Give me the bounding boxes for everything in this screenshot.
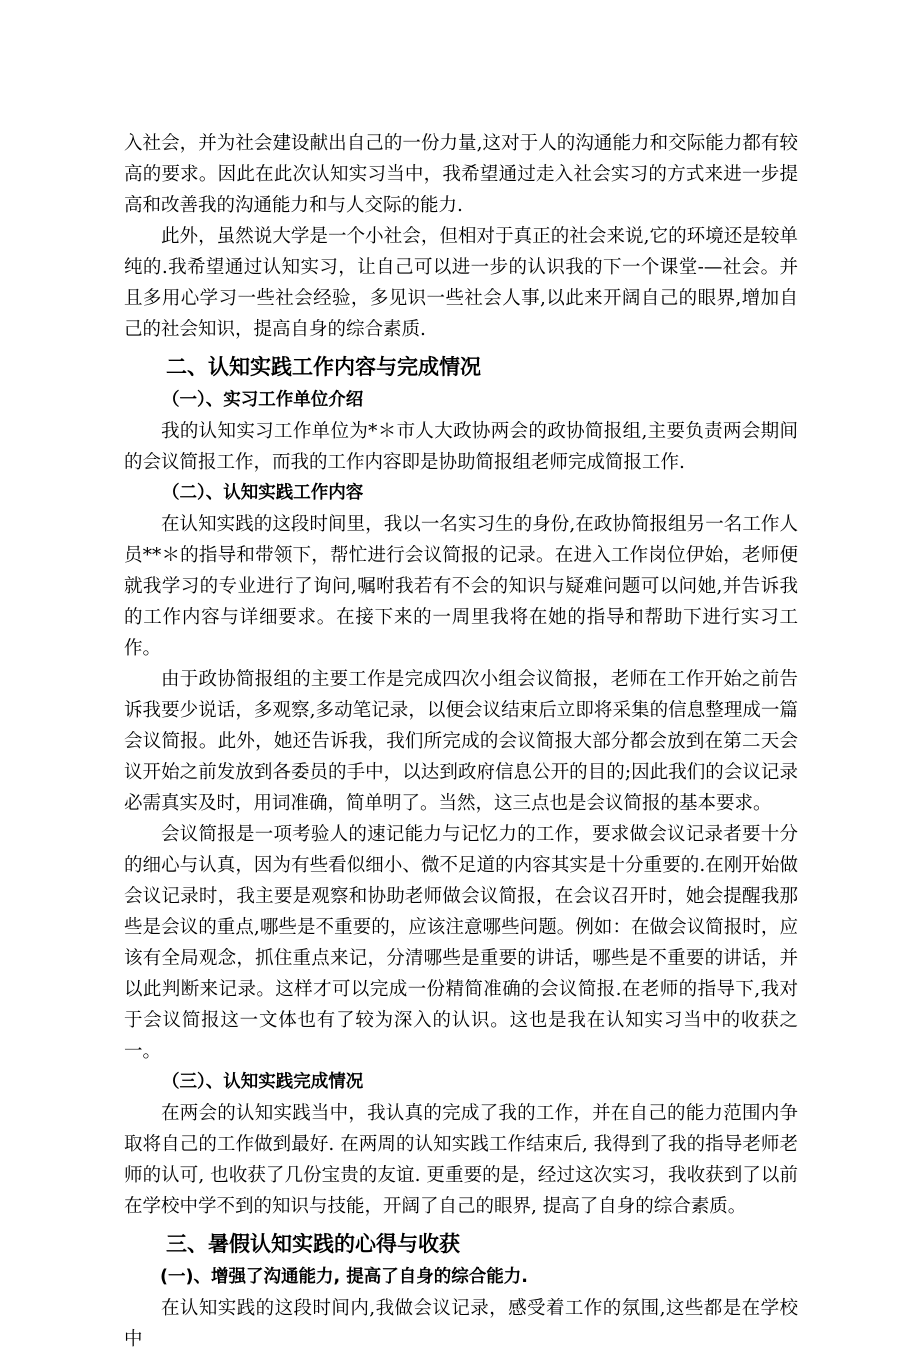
- section-heading-2: 二、认知实践工作内容与完成情况: [166, 355, 481, 379]
- document-page: [124, 128, 798, 1355]
- subsection-heading-3-1: (一)、增强了沟通能力, 提高了自身的综合能力.: [160, 1267, 528, 1287]
- subsection-heading-2-2: （二）、认知实践工作内容: [162, 483, 364, 503]
- paragraph-briefing-tasks: 由于政协简报组的主要工作是完成四次小组会议简报，老师在工作开始之前告诉我要少说话，多观察,多动笔记录，以便会议结束后立即将采集的信息整理成一篇会议简报。此外，她还告诉我，我们所完成的会议简报大部分都会放到在第二天会议开始之前发放到各委员的手中，以达到政府信息公开的目的;因此我们的会议记录必需真实及时，用词准确，简单明了。当然，这三点也是会议简报的基本要求。: [124, 669, 798, 814]
- paragraph-reflection: 在认知实践的这段时间内,我做会议记录，感受着工作的氛围,这些都是在学校中: [124, 1298, 798, 1350]
- paragraph-work-unit: 我的认知实习工作单位为*＊市人大政协两会的政协简报组,主要负责两会期间的会议简报工作，而我的工作内容即是协助简报组老师完成简报工作.: [124, 421, 798, 473]
- section-heading-3: 三、暑假认知实践的心得与收获: [166, 1232, 460, 1256]
- subsection-heading-2-1: （一）、实习工作单位介绍: [162, 390, 364, 410]
- paragraph-completion: 在两会的认知实践当中，我认真的完成了我的工作，并在自己的能力范围内争取将自己的工作做到最好. 在两周的认知实践工作结束后, 我得到了我的指导老师老师的认可, 也收获了几份宝贵的友谊. 更重要的是，经过这次实习，我收获到了以前在学校中学不到的知识与技能，开阔了自己的眼界, 提高了自身的综合素质。: [124, 1103, 798, 1217]
- paragraph-briefing-skills: 会议简报是一项考验人的速记能力与记忆力的工作，要求做会议记录者要十分的细心与认真，因为有些看似细小、微不足道的内容其实是十分重要的.在刚开始做会议记录时，我主要是观察和协助老师做会议简报，在会议召开时，她会提醒我那些是会议的重点,哪些是不重要的，应该注意哪些问题。例如：在做会议简报时，应该有全局观念，抓住重点来记，分清哪些是重要的讲话，哪些是不重要的讲话，并以此判断来记录。这样才可以完成一份精简准确的会议简报.在老师的指导下,我对于会议简报这一文体也有了较为深入的认识。这也是我在认知实习当中的收获之一。: [124, 824, 798, 1062]
- paragraph-continued: 入社会，并为社会建设献出自己的一份力量,这对于人的沟通能力和交际能力都有较高的要求。因此在此次认知实习当中，我希望通过走入社会实习的方式来进一步提高和改善我的沟通能力和与人交际的能力.: [124, 133, 798, 216]
- subsection-heading-2-3: （三）、认知实践完成情况: [162, 1072, 364, 1092]
- paragraph-work-content: 在认知实践的这段时间里，我以一名实习生的身份,在政协简报组另一名工作人员**＊的指导和带领下，帮忙进行会议简报的记录。在进入工作岗位伊始，老师便就我学习的专业进行了询问,嘱咐我若有不会的知识与疑难问题可以问她,并告诉我的工作内容与详细要求。在接下来的一周里我将在她的指导和帮助下进行实习工作。: [124, 514, 798, 659]
- paragraph-university-society: 此外，虽然说大学是一个小社会，但相对于真正的社会来说,它的环境还是较单纯的.我希望通过认知实习，让自己可以进一步的认识我的下一个课堂-—社会。并且多用心学习一些社会经验，多见识一些社会人事,以此来开阔自己的眼界,增加自己的社会知识，提高自身的综合素质.: [124, 226, 798, 340]
